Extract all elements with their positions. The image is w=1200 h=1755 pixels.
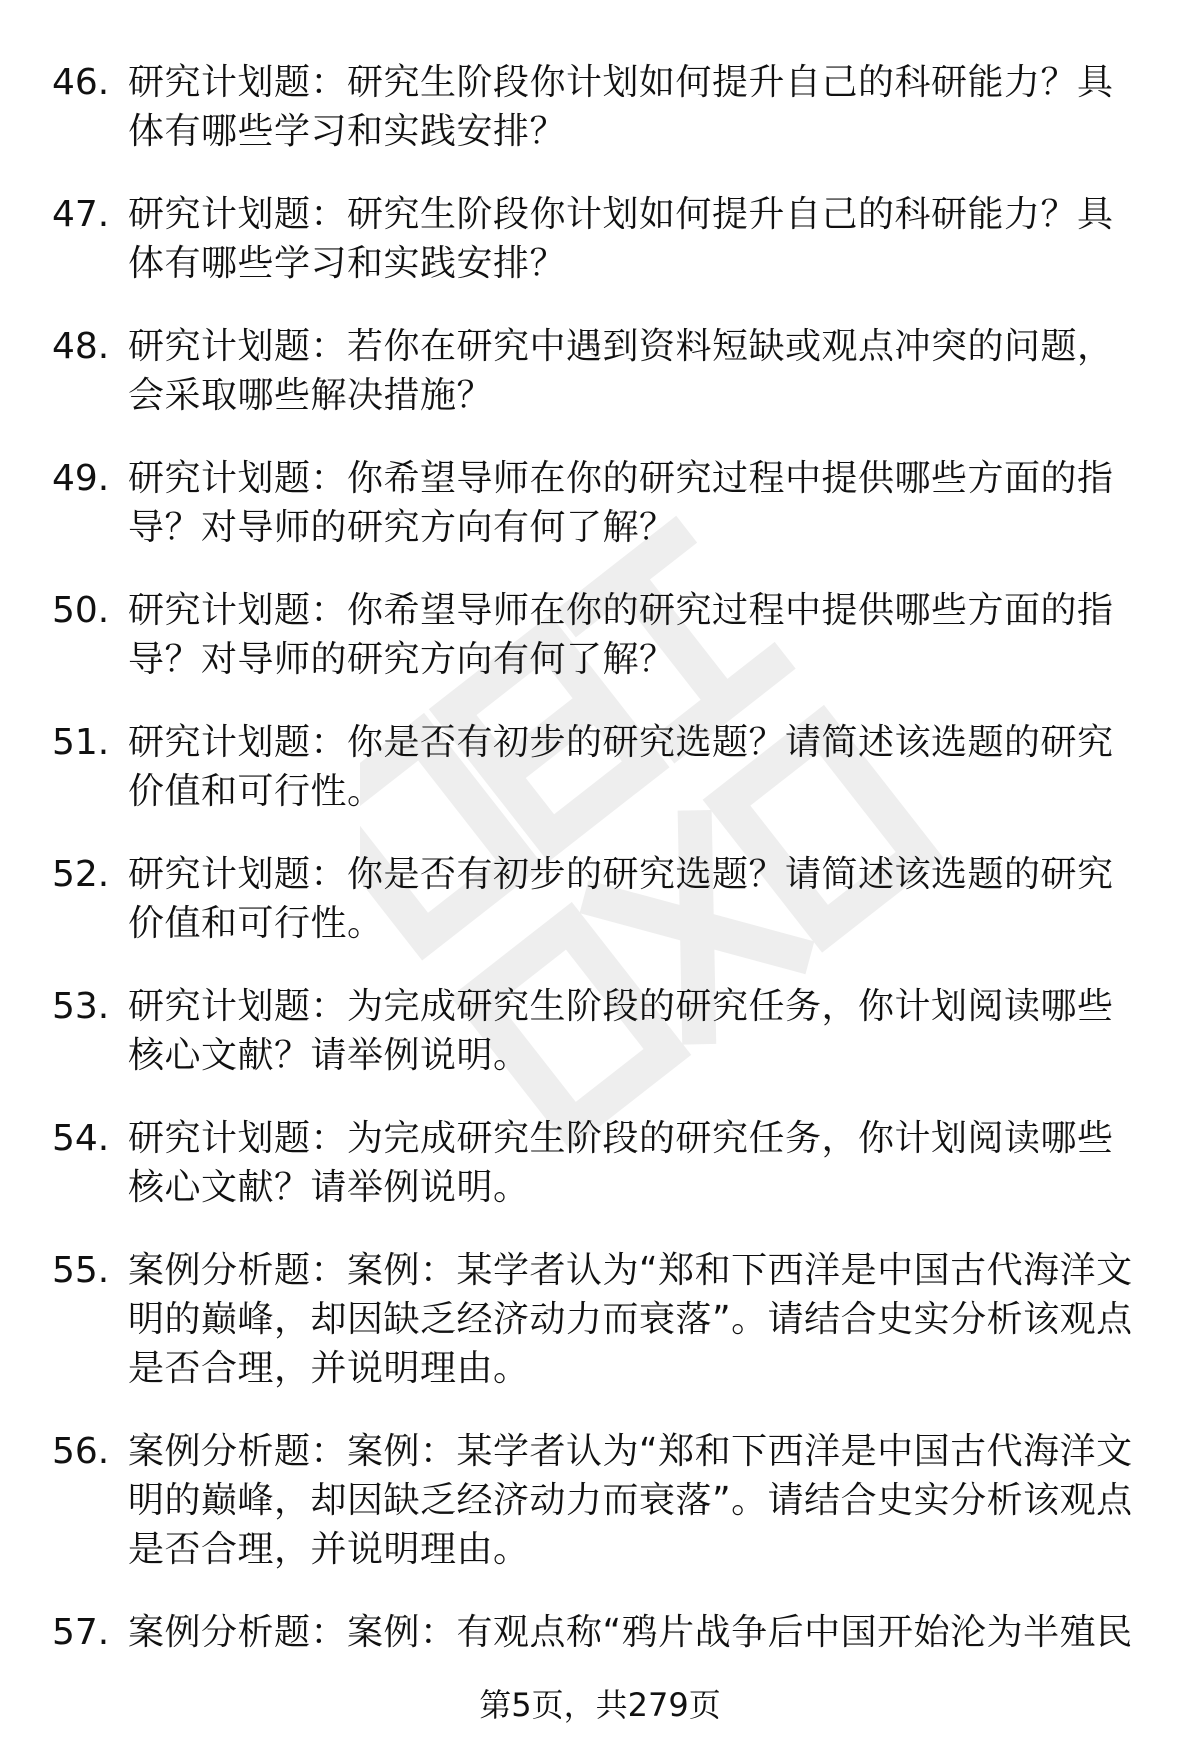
list-item <box>0 454 1200 552</box>
question-text: 研究计划题：研究生阶段你计划如何提升自己的科研能力？具体有哪些学习和实践安排？ <box>128 194 1114 284</box>
list-item <box>0 1114 1200 1212</box>
question-text: 研究计划题：你是否有初步的研究选题？请简述该选题的研究价值和可行性。 <box>128 854 1114 944</box>
list-item <box>0 1246 1200 1393</box>
question-text: 案例分析题：案例：有观点称“鸦片战争后中国开始沦为半殖民 <box>128 1612 1133 1653</box>
question-number: 53. <box>52 986 110 1027</box>
question-number: 52. <box>52 854 110 895</box>
list-item <box>0 850 1200 948</box>
question-number: 51. <box>52 722 110 763</box>
question-text: 研究计划题：研究生阶段你计划如何提升自己的科研能力？具体有哪些学习和实践安排？ <box>128 62 1114 152</box>
list-item <box>0 982 1200 1080</box>
question-number: 56. <box>52 1431 110 1472</box>
question-text: 研究计划题：为完成研究生阶段的研究任务，你计划阅读哪些核心文献？请举例说明。 <box>128 986 1114 1076</box>
question-text: 案例分析题：案例：某学者认为“郑和下西洋是中国古代海洋文明的巅峰，却因缺乏经济动力而衰落”。请结合史实分析该观点是否合理，并说明理由。 <box>128 1250 1133 1389</box>
question-number: 48. <box>52 326 110 367</box>
question-text: 研究计划题：你希望导师在你的研究过程中提供哪些方面的指导？对导师的研究方向有何了解？ <box>128 590 1114 680</box>
list-item <box>0 586 1200 684</box>
question-number: 57. <box>52 1612 110 1653</box>
list-item <box>0 58 1200 156</box>
question-number: 47. <box>52 194 110 235</box>
question-number: 46. <box>52 62 110 103</box>
list-item <box>0 1427 1200 1574</box>
question-text: 研究计划题：若你在研究中遇到资料短缺或观点冲突的问题，会采取哪些解决措施？ <box>128 326 1114 416</box>
list-item <box>0 718 1200 816</box>
question-text: 研究计划题：你希望导师在你的研究过程中提供哪些方面的指导？对导师的研究方向有何了解？ <box>128 458 1114 548</box>
question-number: 55. <box>52 1250 110 1291</box>
question-text: 研究计划题：为完成研究生阶段的研究任务，你计划阅读哪些核心文献？请举例说明。 <box>128 1118 1114 1208</box>
question-number: 54. <box>52 1118 110 1159</box>
question-text: 案例分析题：案例：某学者认为“郑和下西洋是中国古代海洋文明的巅峰，却因缺乏经济动力而衰落”。请结合史实分析该观点是否合理，并说明理由。 <box>128 1431 1133 1570</box>
list-item <box>0 322 1200 420</box>
list-item <box>0 1608 1200 1657</box>
question-number: 49. <box>52 458 110 499</box>
question-list <box>0 58 1200 1691</box>
page-number-footer: 第5页，共279页 <box>479 1686 721 1724</box>
question-text: 研究计划题：你是否有初步的研究选题？请简述该选题的研究价值和可行性。 <box>128 722 1114 812</box>
question-number: 50. <box>52 590 110 631</box>
list-item <box>0 190 1200 288</box>
